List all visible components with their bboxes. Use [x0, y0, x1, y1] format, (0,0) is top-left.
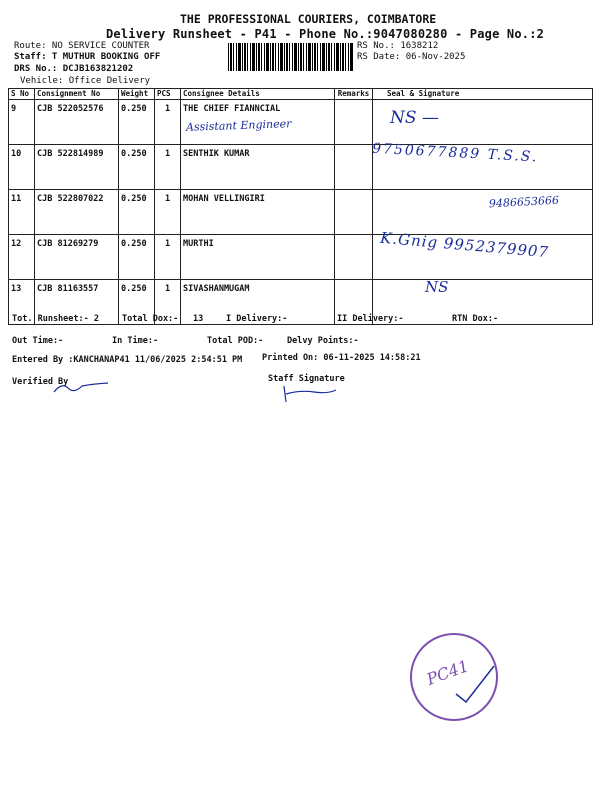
cell-remarks — [335, 190, 373, 235]
barcode — [228, 43, 353, 71]
entered-by: Entered By :KANCHANAP41 11/06/2025 2:54:51 PM — [12, 355, 243, 365]
staff-signature: Staff Signature — [268, 374, 345, 384]
cell-pcs: 1 — [155, 100, 181, 145]
col-consignee: Consignee Details — [181, 89, 335, 100]
route: Route: NO SERVICE COUNTER — [14, 41, 150, 51]
stamp-text: PC41 — [424, 656, 472, 689]
rs-date: RS Date: 06-Nov-2025 — [357, 52, 466, 62]
col-seal-signature: Seal & Signature — [373, 89, 593, 100]
cell-consignment: CJB 522807022 — [35, 190, 119, 235]
handwritten-signature: 9486653666 — [488, 193, 560, 211]
rs-number: RS No.: 1638212 — [357, 41, 439, 51]
cell-pcs: 1 — [155, 235, 181, 280]
verified-by: Verified By — [12, 377, 69, 387]
total-dox-value: 13 — [193, 314, 204, 324]
handwritten-signature: 9750677889 T.S.S. — [371, 140, 539, 166]
vehicle: Vehicle: Office Delivery — [20, 76, 151, 86]
col-consignment: Consignment No — [35, 89, 119, 100]
handwritten-signature: NS — [425, 278, 449, 296]
rtn-dox: RTN Dox:- — [452, 314, 499, 324]
in-time: In Time:- — [112, 336, 159, 346]
staff-signature-scribble — [280, 384, 340, 406]
i-delivery: I Delivery:- — [226, 314, 288, 324]
col-pcs: PCS — [155, 89, 181, 100]
cell-weight: 0.250 — [119, 235, 155, 280]
cell-remarks — [335, 235, 373, 280]
cell-consignee: SIVASHANMUGAM — [181, 280, 335, 325]
cell-weight: 0.250 — [119, 100, 155, 145]
cell-pcs: 1 — [155, 145, 181, 190]
cell-sno: 11 — [9, 190, 35, 235]
cell-consignee: MOHAN VELLINGIRI — [181, 190, 335, 235]
out-time: Out Time:- — [12, 336, 64, 346]
cell-consignee: MURTHI — [181, 235, 335, 280]
table-row — [9, 100, 593, 145]
printed-on: Printed On: 06-11-2025 14:58:21 — [262, 353, 421, 363]
total-pod: Total POD:- — [207, 336, 264, 346]
handwriting-designation: Assistant Engineer — [185, 117, 292, 134]
cell-sno: 13 — [9, 280, 35, 325]
drs-number: DRS No.: DCJB163821202 — [14, 64, 134, 74]
handwritten-signature: K.Gnig 9952379907 — [379, 228, 550, 262]
cell-remarks — [335, 100, 373, 145]
cell-consignment: CJB 81269279 — [35, 235, 119, 280]
staff: Staff: T MUTHUR BOOKING OFF — [14, 52, 161, 62]
company-title: THE PROFESSIONAL COURIERS, COIMBATORE — [180, 12, 437, 26]
verified-signature-scribble — [52, 374, 112, 398]
table-header — [9, 89, 593, 100]
cell-consignment: CJB 81163557 — [35, 280, 119, 325]
cell-weight: 0.250 — [119, 145, 155, 190]
cell-remarks — [335, 145, 373, 190]
handwritten-signature: NS — — [390, 108, 439, 128]
stamp-scribble — [450, 660, 500, 705]
cell-consignment: CJB 522814989 — [35, 145, 119, 190]
total-dox-label: Total Dox:- — [122, 314, 179, 324]
cell-weight: 0.250 — [119, 280, 155, 325]
cell-sno: 12 — [9, 235, 35, 280]
cell-pcs: 1 — [155, 280, 181, 325]
cell-weight: 0.250 — [119, 190, 155, 235]
cell-consignment: CJB 522052576 — [35, 100, 119, 145]
runsheet-title: Delivery Runsheet - P41 - Phone No.:9047080280 - Page No.:2 — [106, 27, 545, 41]
col-sno: S No — [9, 89, 35, 100]
cell-sno: 9 — [9, 100, 35, 145]
ii-delivery: II Delivery:- — [337, 314, 404, 324]
cell-consignee: SENTHIK KUMAR — [181, 145, 335, 190]
col-weight: Weight — [119, 89, 155, 100]
col-remarks: Remarks — [335, 89, 373, 100]
cell-pcs: 1 — [155, 190, 181, 235]
tot-runsheet: Tot. Runsheet:- 2 — [12, 314, 99, 324]
delvy-points: Delvy Points:- — [287, 336, 359, 346]
cell-consignee: THE CHIEF FIANNCIAL — [181, 100, 335, 145]
cell-sno: 10 — [9, 145, 35, 190]
